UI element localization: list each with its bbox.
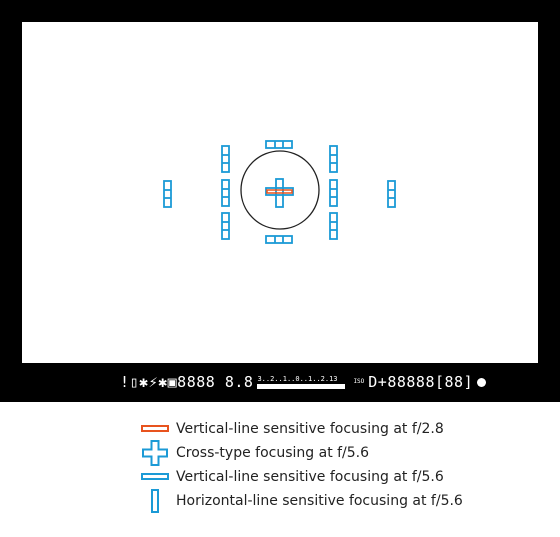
- af-point-top: [266, 141, 292, 148]
- legend-item: [140, 466, 463, 488]
- status-readout: !▯✱⚡✱▣8888 8.8: [120, 373, 254, 391]
- legend-label: Horizontal-line sensitive focusing at f/5.6: [176, 493, 463, 509]
- af-point-right-lower: [330, 213, 337, 239]
- legend: [140, 418, 463, 514]
- af-point-right-upper: [330, 146, 337, 172]
- af-point-center: [266, 179, 293, 207]
- af-point-left-middle: [222, 180, 229, 206]
- blue-vertical-line-point-icon: [140, 466, 170, 488]
- blue-cross-type-point-icon: [140, 442, 170, 464]
- legend-label: Vertical-line sensitive focusing at f/2.8: [176, 421, 444, 437]
- exposure-scale-ticks: [257, 383, 345, 390]
- af-point-far-right: [388, 181, 395, 207]
- legend-item: [140, 442, 463, 464]
- exposure-scale: [257, 375, 345, 390]
- af-point-right-middle: [330, 180, 337, 206]
- af-point-bottom: [266, 236, 292, 243]
- viewfinder-status-bar: [120, 368, 486, 396]
- af-point-left-lower: [222, 213, 229, 239]
- focus-confirm-icon: [477, 378, 486, 387]
- orange-vertical-line-point-icon: [140, 418, 170, 440]
- legend-label: Cross-type focusing at f/5.6: [176, 445, 370, 461]
- iso-label: ISO: [353, 378, 365, 385]
- iso-readout: D+88888[88]: [368, 373, 474, 391]
- af-point-left-upper: [222, 146, 229, 172]
- exposure-scale-numbers: 3..2..1..0..1..2.13: [257, 374, 338, 383]
- af-point-far-left: [164, 181, 171, 207]
- legend-item: [140, 490, 463, 512]
- legend-item: [140, 418, 463, 440]
- legend-label: Vertical-line sensitive focusing at f/5.6: [176, 469, 444, 485]
- blue-horizontal-line-point-icon: [140, 490, 170, 512]
